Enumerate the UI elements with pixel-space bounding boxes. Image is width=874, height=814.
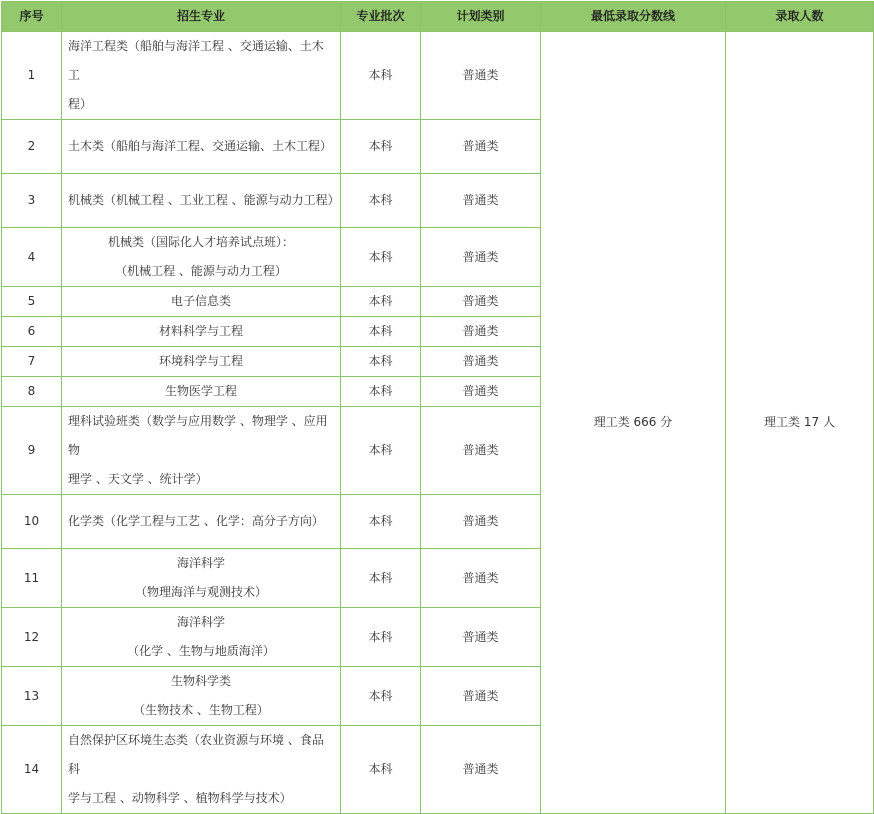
major-line-1: 海洋科学 [176, 615, 225, 629]
header-count: 录取人数 [726, 2, 874, 32]
cell-major [62, 32, 341, 120]
cell-index: 9 [2, 407, 62, 495]
cell-major [62, 377, 341, 407]
cell-plan: 普通类 [421, 32, 541, 120]
major-line-2: （生物技术 、生物工程） [133, 703, 269, 717]
major-line-1: 生物医学工程 [164, 384, 237, 398]
cell-index: 4 [2, 228, 62, 287]
cell-plan: 普通类 [421, 407, 541, 495]
table-header-row [2, 2, 874, 32]
cell-major [62, 174, 341, 228]
cell-batch: 本科 [341, 347, 421, 377]
major-line-2: （物理海洋与观测技术） [134, 585, 267, 599]
cell-batch: 本科 [341, 726, 421, 814]
cell-plan: 普通类 [421, 667, 541, 726]
cell-index: 1 [2, 32, 62, 120]
major-line-1: 理科试验班类（数学与应用数学 、物理学 、应用物 [68, 414, 328, 457]
cell-plan: 普通类 [421, 377, 541, 407]
cell-plan: 普通类 [421, 317, 541, 347]
cell-plan: 普通类 [421, 495, 541, 549]
major-line-1: 海洋工程类（船舶与海洋工程 、交通运输、土木工 [68, 39, 324, 82]
header-index: 序号 [2, 2, 62, 32]
major-line-2: 程） [68, 97, 93, 111]
cell-major [62, 608, 341, 667]
cell-batch: 本科 [341, 608, 421, 667]
header-major: 招生专业 [62, 2, 341, 32]
cell-index: 8 [2, 377, 62, 407]
cell-batch: 本科 [341, 317, 421, 347]
cell-index: 10 [2, 495, 62, 549]
cell-major [62, 317, 341, 347]
cell-plan: 普通类 [421, 228, 541, 287]
major-line-1: 海洋科学 [176, 556, 225, 570]
cell-index: 2 [2, 120, 62, 174]
cell-plan: 普通类 [421, 120, 541, 174]
major-line-1: 材料科学与工程 [158, 324, 243, 338]
cell-index: 6 [2, 317, 62, 347]
header-min-score: 最低录取分数线 [541, 2, 726, 32]
major-line-2: 理学 、天文学 、统计学） [68, 472, 208, 486]
cell-plan: 普通类 [421, 549, 541, 608]
cell-plan: 普通类 [421, 287, 541, 317]
major-line-1: 生物科学类 [170, 674, 231, 688]
cell-batch: 本科 [341, 495, 421, 549]
cell-index: 14 [2, 726, 62, 814]
cell-batch: 本科 [341, 32, 421, 120]
cell-plan: 普通类 [421, 174, 541, 228]
cell-batch: 本科 [341, 667, 421, 726]
major-line-1: 环境科学与工程 [158, 354, 243, 368]
cell-min-score: 理工类 666 分 [541, 32, 726, 814]
cell-index: 11 [2, 549, 62, 608]
cell-major [62, 407, 341, 495]
cell-batch: 本科 [341, 549, 421, 608]
cell-plan: 普通类 [421, 726, 541, 814]
cell-major [62, 287, 341, 317]
cell-batch: 本科 [341, 287, 421, 317]
cell-batch: 本科 [341, 377, 421, 407]
cell-count: 理工类 17 人 [726, 32, 874, 814]
header-batch: 专业批次 [341, 2, 421, 32]
table-row [2, 32, 874, 120]
header-plan: 计划类别 [421, 2, 541, 32]
admission-table [1, 1, 874, 814]
cell-major [62, 667, 341, 726]
cell-batch: 本科 [341, 120, 421, 174]
major-line-2: （化学 、生物与地质海洋） [127, 644, 275, 658]
cell-index: 13 [2, 667, 62, 726]
cell-batch: 本科 [341, 228, 421, 287]
cell-major [62, 120, 341, 174]
cell-batch: 本科 [341, 407, 421, 495]
cell-major [62, 726, 341, 814]
cell-index: 12 [2, 608, 62, 667]
cell-major [62, 347, 341, 377]
major-line-1: 机械类（机械工程 、工业工程 、能源与动力工程） [68, 193, 340, 207]
cell-major [62, 495, 341, 549]
cell-index: 5 [2, 287, 62, 317]
major-line-1: 土木类（船舶与海洋工程、交通运输、土木工程） [68, 139, 333, 153]
major-line-2: 学与工程 、动物科学 、植物科学与技术） [68, 791, 292, 805]
major-line-1: 机械类（国际化人才培养试点班）： [107, 235, 294, 249]
cell-major [62, 228, 341, 287]
cell-major [62, 549, 341, 608]
cell-plan: 普通类 [421, 347, 541, 377]
major-line-2: （机械工程 、能源与动力工程） [115, 264, 287, 278]
major-line-1: 电子信息类 [170, 294, 231, 308]
cell-plan: 普通类 [421, 608, 541, 667]
major-line-1: 自然保护区环境生态类（农业资源与环境 、食品科 [68, 733, 324, 776]
cell-index: 3 [2, 174, 62, 228]
cell-index: 7 [2, 347, 62, 377]
major-line-1: 化学类（化学工程与工艺 、化学：高分子方向） [68, 514, 324, 528]
cell-batch: 本科 [341, 174, 421, 228]
